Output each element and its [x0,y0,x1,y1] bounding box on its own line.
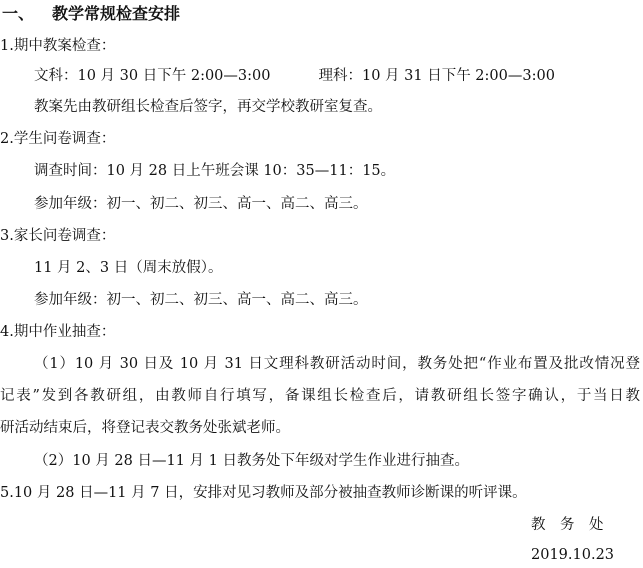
section1-title: 1.期中教案检查： [0,38,116,54]
section2-time: 调查时间：10 月 28 日上午班会课 10：35—11：15。 [34,163,396,179]
section1-note: 教案先由教研组长检查后签字，再交学校教研室复查。 [34,99,382,115]
section2-title: 2.学生问卷调查： [0,131,116,147]
signature-office: 教 务 处 [531,517,604,533]
section1-arts: 文科：10 月 30 日下午 2:00—3:00 [34,68,271,84]
heading-number: 一、 [2,4,35,23]
section3-dates: 11 月 2、3 日（周末放假）。 [34,260,223,276]
section1-schedule [34,66,555,86]
section1-science: 理科：10 月 31 日下午 2:00—3:00 [318,68,555,84]
section2-grades: 参加年级：初一、初二、初三、高一、高二、高三。 [34,196,368,212]
section4-item1-line1: （1）10 月 30 日及 10 月 31 日文理科教研活动时间，教务处把“作业布置及批改情况登 [34,356,640,372]
heading-title: 教学常规检查安排 [52,4,181,23]
section4-title: 4.期中作业抽查： [0,324,116,340]
section4-item2: （2）10 月 28 日—11 月 1 日教务处下年级对学生作业进行抽查。 [34,453,469,469]
section3-grades: 参加年级：初一、初二、初三、高一、高二、高三。 [34,292,368,308]
section4-item1-line2: 记表”发到各教研组，由教师自行填写，备课组长检查后，请教研组长签字确认，于当日教 [0,388,640,404]
signature-date: 2019.10.23 [531,547,615,563]
page-title [2,4,180,24]
section3-title: 3.家长问卷调查： [0,228,116,244]
section5-text: 5.10 月 28 日—11 月 7 日，安排对见习教师及部分被抽查教师诊断课的听评课。 [0,485,527,501]
section4-item1-line3: 研活动结束后，将登记表交教务处张斌老师。 [0,420,290,436]
